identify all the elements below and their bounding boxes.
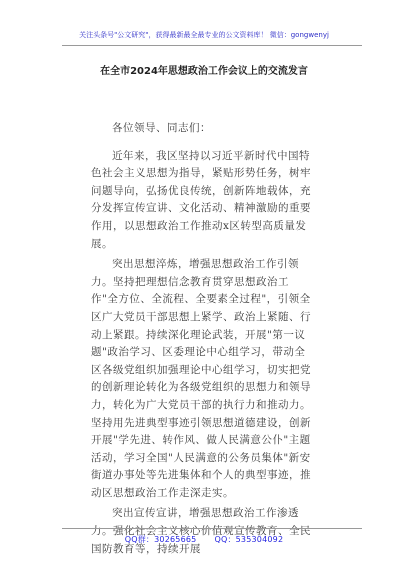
- document-body: [91, 120, 315, 561]
- header-divider: [62, 45, 362, 46]
- document-title: 在全市2024年思想政治工作会议上的交流发言: [100, 66, 308, 77]
- footer-divider: [62, 528, 362, 529]
- paragraph: 近年来，我区坚持以习近平新时代中国特色社会主义思想为指导，紧贴形势任务，树牢问题导向，弘扬优良传统，创新阵地载体，充分发挥宣传宣讲、文化活动、精神激励的重要作用，以思想政治工作推动x区转型高质量发展。: [91, 149, 311, 250]
- footer-contact: [0, 534, 408, 545]
- salutation: 各位领导、同志们：: [112, 122, 211, 134]
- paragraph: 突出宣传宣讲，增强思想政治工作渗透力。强化社会主义核心价值观宣传教育、全民国防教育等，持续开展: [91, 507, 311, 555]
- footer-qq: QQ：535304092: [214, 535, 284, 544]
- header-banner: 关注头条号"公文研究"，获得最新最全最专业的公文资料库！ 微信：gongwenyj: [79, 31, 329, 39]
- footer-qq-group: QQ群：30265665: [124, 535, 197, 544]
- paragraph: 突出思想淬炼，增强思想政治工作引领力。坚持把理想信念教育贯穿思想政治工作"全方位、全流程、全要素全过程"，引领全区广大党员干部思想上紧学、政治上紧随、行动上紧跟。持续深化理论武装，开展"第一议题"政治学习、区委理论中心组学习，带动全区各级党组织加强理论中心组学习，切实把党的创新理论转化为各级党组织的思想力和领导力，转化为广大党员干部的执行力和推动力。坚持用先进典型事迹引领思想道德建设，创新开展"学先进、转作风、做人民满意公仆"主题活动，学习全国"人民满意的公务员集体"新安街道办事处等先进集体和个人的典型事迹，推动区思想政治工作走深走实。: [91, 258, 311, 499]
